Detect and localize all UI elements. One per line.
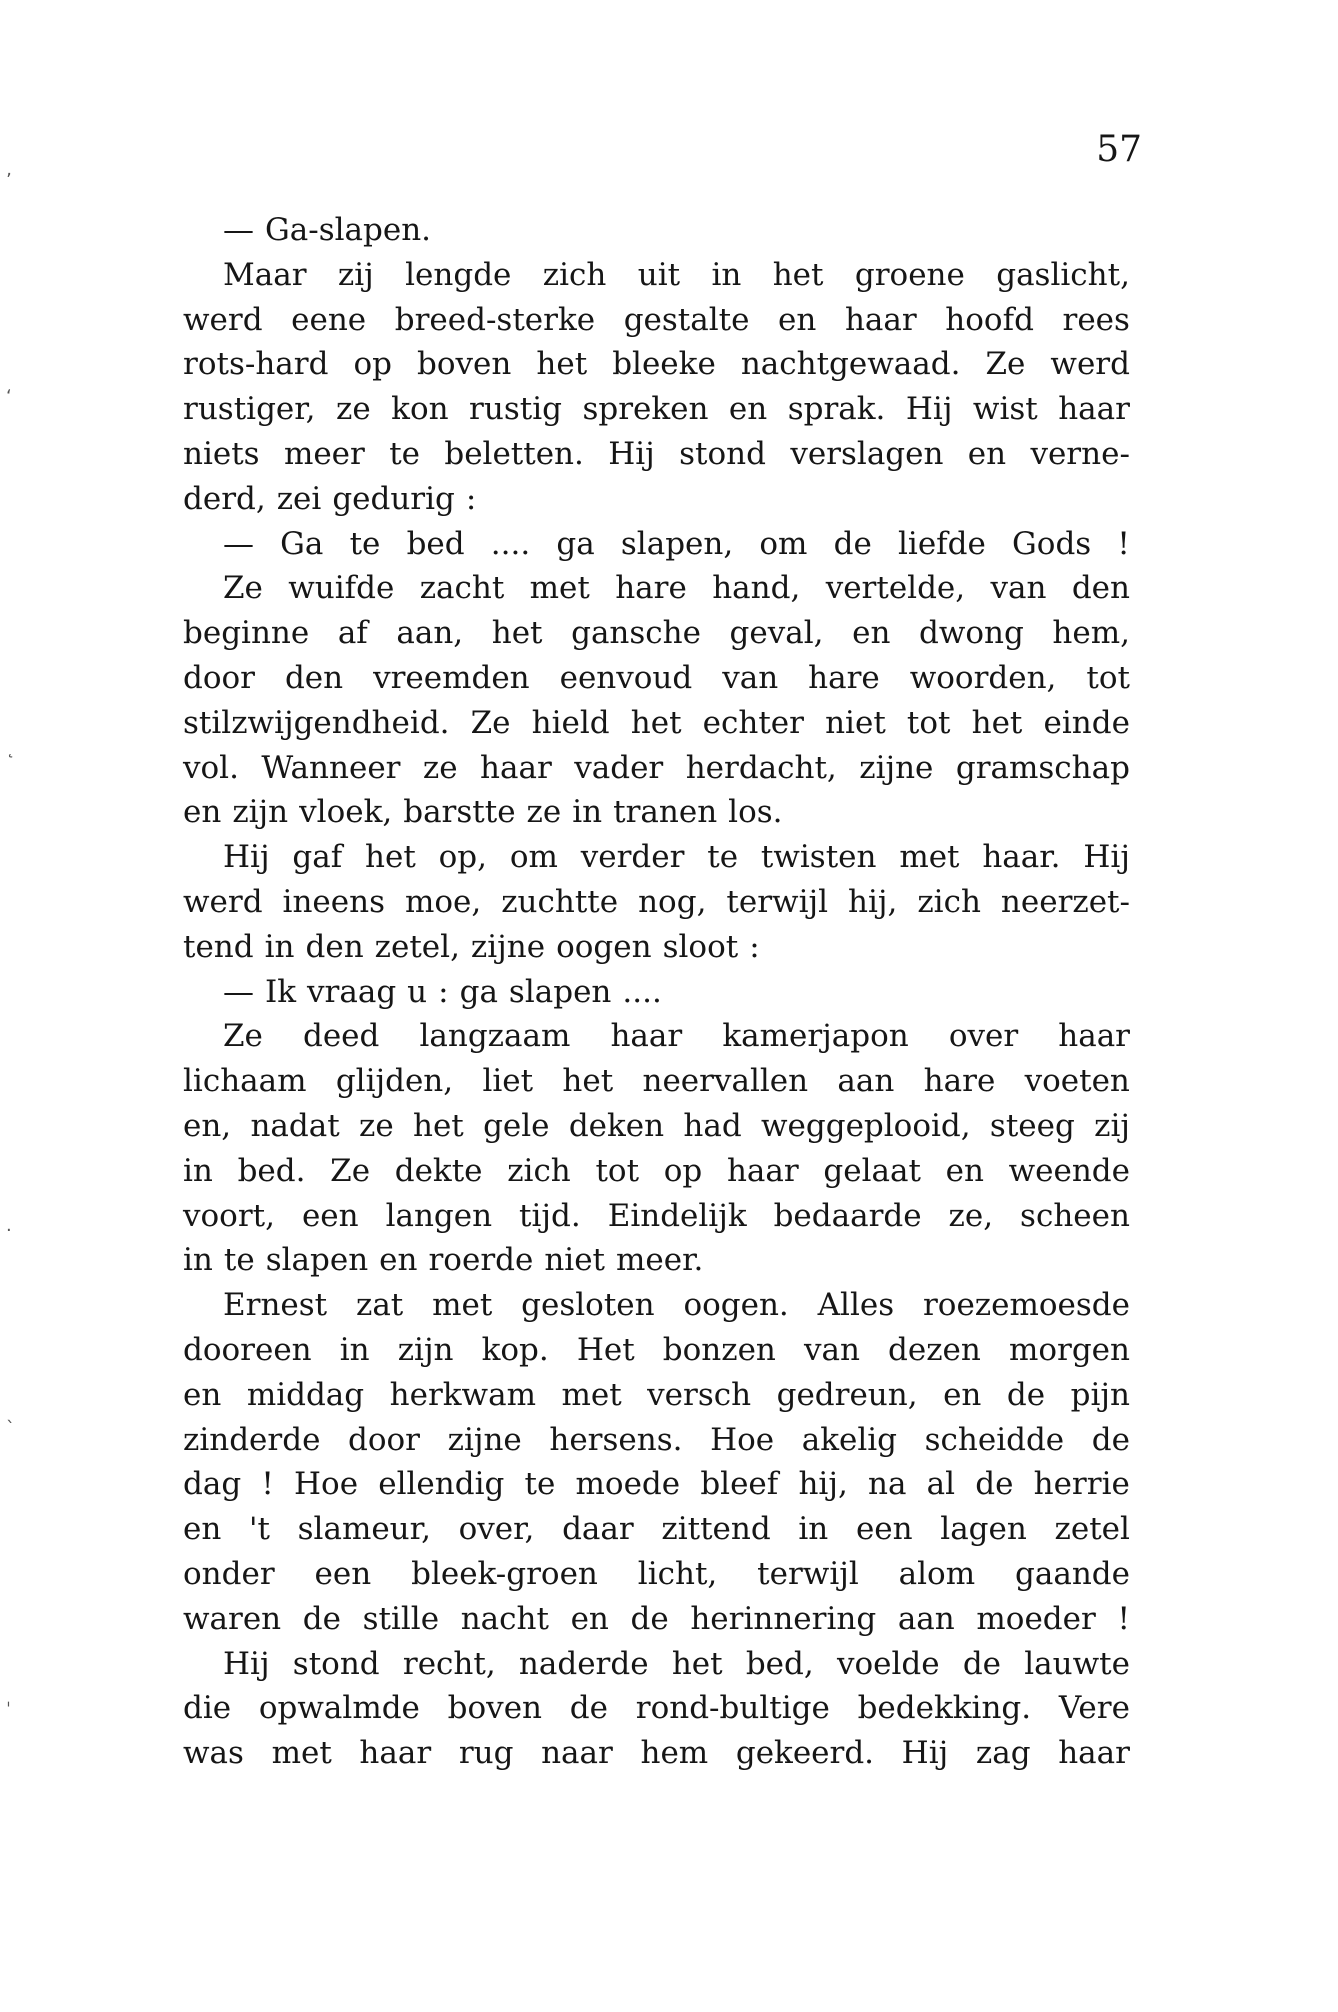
text-line: dag ! Hoe ellendig te moede bleef hij, na al de herrie [183,1466,1130,1503]
text-line: en 't slameur, over, daar zittend in een lagen zetel [183,1511,1130,1548]
margin-mark: ʻ [6,386,12,407]
margin-mark: ˎ [6,1403,15,1424]
text-line: werd eene breed-sterke gestalte en haar hoofd rees [183,301,1130,338]
text-line: en zijn vloek, barstte ze in tranen los. [183,794,783,831]
text-line: rots-hard op boven het bleeke nachtgewaad. Ze werd [183,346,1130,383]
text-line: waren de stille nacht en de herinnering aan moeder ! [183,1600,1130,1637]
text-line: rustiger, ze kon rustig spreken en sprak. Hij wist haar [183,391,1130,428]
text-line: beginne af aan, het gansche geval, en dwong hem, [183,615,1130,652]
text-line: Ze wuifde zacht met hare hand, vertelde, van den [223,570,1130,607]
text-line: voort, een langen tijd. Eindelijk bedaarde ze, scheen [183,1197,1130,1234]
text-line: — Ga te bed .... ga slapen, om de liefde Gods ! [223,525,1130,562]
text-line: onder een bleek-groen licht, terwijl alom gaande [183,1555,1130,1592]
text-line: Hij gaf het op, om verder te twisten met haar. Hij [223,839,1130,876]
text-line: Ze deed langzaam haar kamerjapon over haar [223,1018,1130,1055]
text-line: zinderde door zijne hersens. Hoe akelig scheidde de [183,1421,1130,1458]
text-line: door den vreemden eenvoud van hare woorden, tot [183,659,1130,696]
text-line: vol. Wanneer ze haar vader herdacht, zijne gramschap [183,749,1130,786]
margin-mark: ˌ [6,1688,11,1709]
text-line: Maar zij lengde zich uit in het groene gaslicht, [223,256,1130,293]
page-number: 57 [1096,129,1142,170]
text-line: Ernest zat met gesloten oogen. Alles roezemoesde [223,1287,1130,1324]
text-line: en middag herkwam met versch gedreun, en de pijn [183,1376,1130,1413]
text-line: — Ik vraag u : ga slapen .... [223,973,662,1010]
text-line: stilzwijgendheid. Ze hield het echter niet tot het einde [183,704,1130,741]
text-line: en, nadat ze het gele deken had weggeplooid, steeg zij [183,1107,1130,1144]
text-line: derd, zei gedurig : [183,480,477,517]
text-line: dooreen in zijn kop. Het bonzen van dezen morgen [183,1331,1130,1368]
text-line: lichaam glijden, liet het neervallen aan hare voeten [183,1063,1130,1100]
text-line: was met haar rug naar hem gekeerd. Hij zag haar [183,1735,1130,1772]
margin-mark: ʼ [6,170,12,191]
text-line: Hij stond recht, naderde het bed, voelde de lauwte [223,1645,1130,1682]
margin-mark: · [6,1220,12,1241]
page-body-text [183,208,1130,1776]
margin-mark: ˛ [6,738,15,759]
text-line: in bed. Ze dekte zich tot op haar gelaat en weende [183,1152,1130,1189]
text-line: in te slapen en roerde niet meer. [183,1242,704,1279]
text-line: werd ineens moe, zuchtte nog, terwijl hij, zich neerzet- [183,883,1130,920]
text-line: tend in den zetel, zijne oogen sloot : [183,928,760,965]
text-line: die opwalmde boven de rond-bultige bedekking. Vere [183,1690,1130,1727]
text-line: niets meer te beletten. Hij stond verslagen en verne- [183,435,1130,472]
text-line: — Ga-slapen. [223,212,432,248]
